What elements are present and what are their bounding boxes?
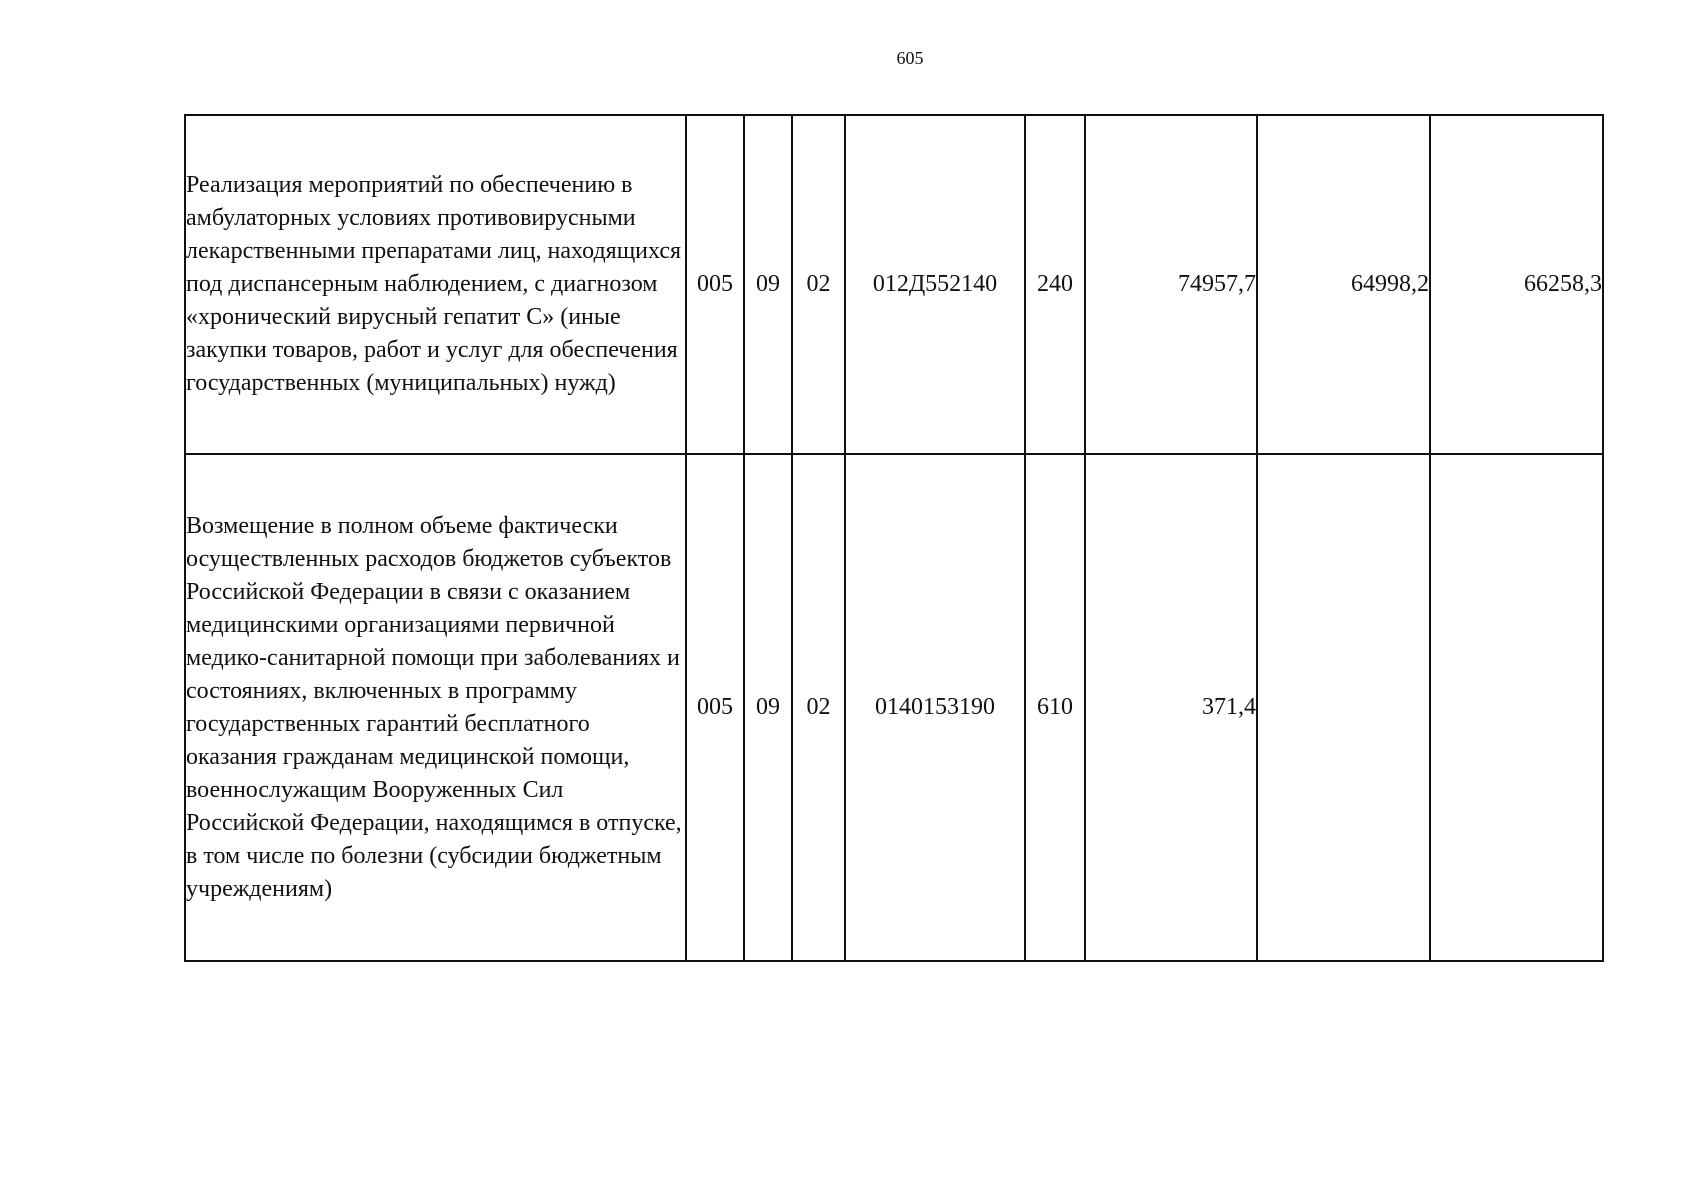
amount-3: 66258,3 (1430, 115, 1603, 454)
section-code: 09 (744, 454, 792, 961)
table-row (185, 115, 1603, 454)
amount-2: 64998,2 (1257, 115, 1430, 454)
row-description: Реализация мероприятий по обеспечению в амбулаторных условиях противовирусными лекарственными препаратами лиц, находящихся под диспансерным наблюдением, с диагнозом «хронический вирусный гепатит С» (иные закупки товаров, работ и услуг для обеспечения государственных (муниципальных) нужд) (185, 115, 686, 454)
expense-type-code: 240 (1025, 115, 1085, 454)
expense-type-code: 610 (1025, 454, 1085, 961)
amount-1: 371,4 (1085, 454, 1257, 961)
row-description: Возмещение в полном объеме фактически осуществленных расходов бюджетов субъектов Российской Федерации в связи с оказанием медицинскими организациями первичной медико-санитарной помощи при заболеваниях и состояниях, включенных в программу государственных гарантий бесплатного оказания гражданам медицинской помощи, военнослужащим Вооруженных Сил Российской Федерации, находящимся в отпуске, в том числе по болезни (субсидии бюджетным учреждениям) (185, 454, 686, 961)
section-code: 09 (744, 115, 792, 454)
amount-3 (1430, 454, 1603, 961)
page-number: 605 (896, 48, 924, 68)
budget-table (184, 114, 1604, 962)
subsection-code: 02 (792, 454, 845, 961)
table-row (185, 454, 1603, 961)
target-article-code: 012Д552140 (845, 115, 1025, 454)
amount-1: 74957,7 (1085, 115, 1257, 454)
amount-2 (1257, 454, 1430, 961)
ministry-code: 005 (686, 454, 744, 961)
ministry-code: 005 (686, 115, 744, 454)
target-article-code: 0140153190 (845, 454, 1025, 961)
subsection-code: 02 (792, 115, 845, 454)
